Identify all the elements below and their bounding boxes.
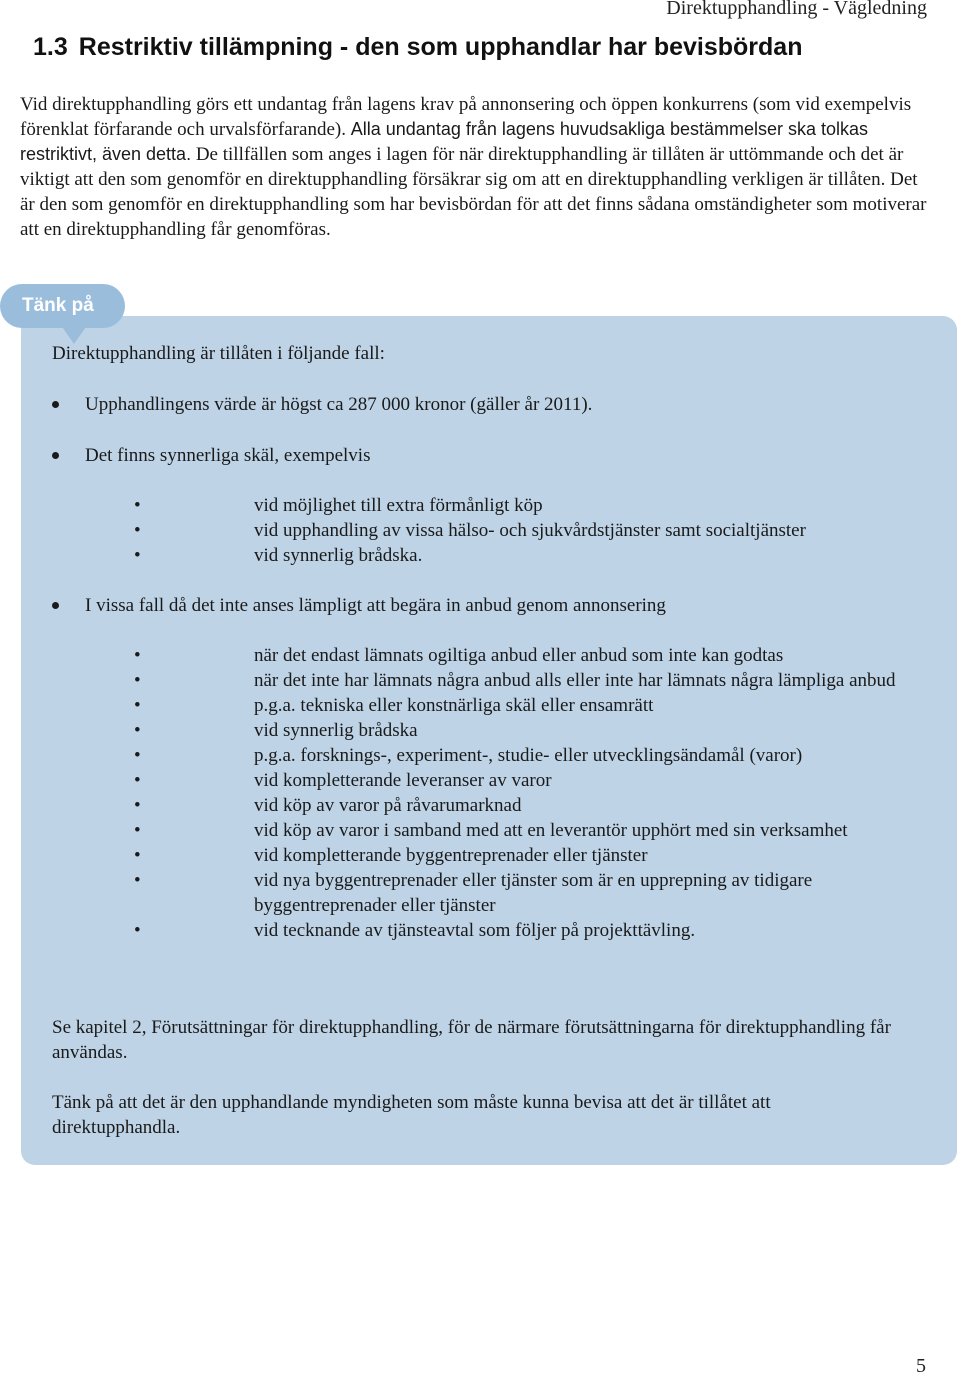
- intro-paragraph: [20, 92, 935, 242]
- bullet-dot: [52, 602, 59, 609]
- section-title: [33, 33, 802, 62]
- intro-sentence-4: Det är den som genomför en direktupphandling som har bevisbördan för att det finns sådana omständigheter som motiverar att en direktupphandling får genomföras.: [20, 169, 927, 240]
- sub-list-item: • när det inte har lämnats några anbud alls eller inte har lämnats några lämpliga anbud: [134, 670, 896, 691]
- sub-list-item: • vid upphandling av vissa hälso- och sjukvårdstjänster samt socialtjänster: [134, 520, 806, 541]
- see-chapter-note: Se kapitel 2, Förutsättningar för direktupphandling, för de närmare förutsättningarna för direktupphandling får användas.: [52, 1017, 891, 1063]
- case-text: Det finns synnerliga skäl, exempelvis: [85, 445, 371, 466]
- sub-list-item: • vid kompletterande byggentreprenader eller tjänster: [134, 845, 648, 866]
- case-text: Upphandlingens värde är högst ca 287 000 kronor (gäller år 2011).: [85, 394, 593, 415]
- callout-lead: Direktupphandling är tillåten i följande fall:: [52, 343, 385, 364]
- sub-list-item: • vid möjlighet till extra förmånligt köp: [134, 495, 543, 516]
- sub-list-special-reasons: [130, 493, 930, 568]
- sub-list-item: • vid tecknande av tjänsteavtal som följer på projekttävling.: [134, 920, 696, 941]
- case-text: I vissa fall då det inte anses lämpligt att begära in anbud genom annonsering: [85, 595, 666, 616]
- bullet-dot: [52, 452, 59, 459]
- sub-list-item: • vid köp av varor på råvarumarknad: [134, 795, 522, 816]
- intro-sentence-3: De tillfällen som anges i lagen för när direktupphandling är tillåten är uttömmande och det är viktigt att den som genomför en direktupphandling försäkrar sig om att en direktupphandling verkligen är tillåten.: [20, 144, 904, 190]
- sub-list-item: • p.g.a. tekniska eller konstnärliga skäl eller ensamrätt: [134, 695, 654, 716]
- sub-list-item: • när det endast lämnats ogiltiga anbud eller anbud som inte kan godtas: [134, 645, 784, 666]
- sub-list-item: • vid synnerlig brådska: [134, 720, 418, 741]
- intro-sentence-2: Alla undantag från lagens huvudsakliga bestämmelser ska tolkas restriktivt, även detta.: [20, 119, 869, 164]
- sub-list-no-advertising: [130, 643, 930, 943]
- reminder-note: Tänk på att det är den upphandlande myndigheten som måste kunna bevisa att det är tillåtet att direktupphandla.: [52, 1092, 771, 1138]
- section-title-text: Restriktiv tillämpning - den som upphandlar har bevisbördan: [78, 33, 803, 61]
- running-header: Direktupphandling - Vägledning: [666, 0, 927, 19]
- bullet-dot: [52, 401, 59, 408]
- sub-list-item: • p.g.a. forsknings-, experiment-, studie- eller utvecklingsändamål (varor): [134, 745, 803, 766]
- intro-sentence-1: Vid direktupphandling görs ett undantag från lagens krav på annonsering och öppen konkurrens (som vid exempelvis förenklat förfarande och urvalsförfarande).: [20, 94, 912, 140]
- section-number: 1.3: [33, 33, 68, 61]
- sub-list-item: • vid köp av varor i samband med att en leverantör upphört med sin verksamhet: [134, 820, 848, 841]
- sub-list-item: • vid nya byggentreprenader eller tjänster som är en upprepning av tidigare byggentreprenader eller tjänster: [134, 870, 813, 916]
- think-badge: Tänk på: [0, 284, 125, 328]
- sub-list-item: • vid kompletterande leveranser av varor: [134, 770, 552, 791]
- page-number: 5: [916, 1355, 926, 1377]
- sub-list-item: • vid synnerlig brådska.: [134, 545, 423, 566]
